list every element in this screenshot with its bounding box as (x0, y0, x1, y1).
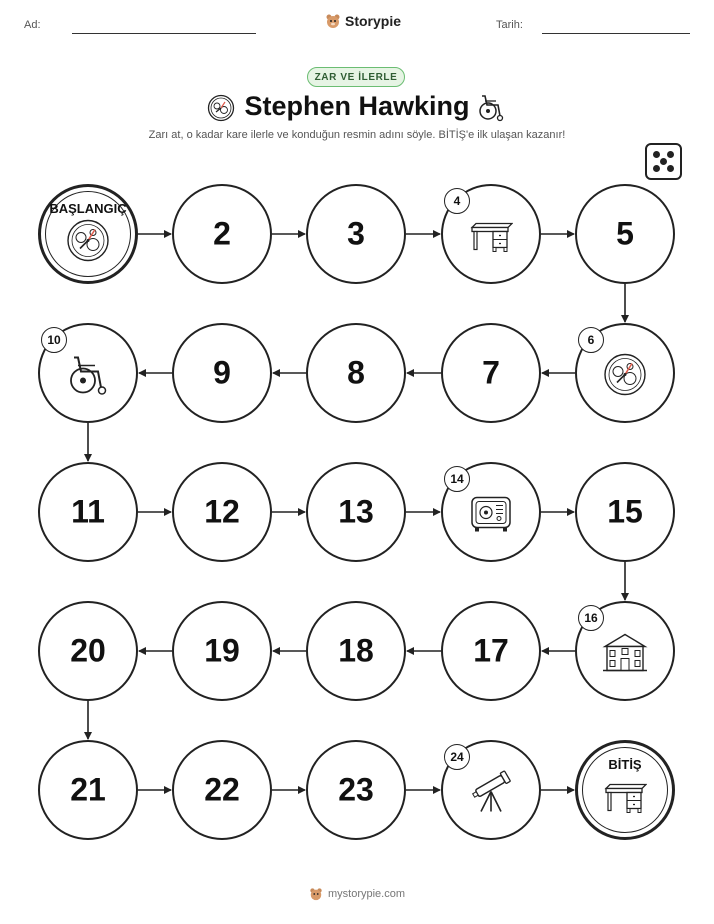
brand-logo (325, 13, 401, 29)
bear-mascot-icon (325, 13, 341, 29)
finish-space (575, 740, 675, 840)
board-space-15 (575, 462, 675, 562)
space-number-badge: 4 (444, 188, 470, 214)
page-title: Stephen Hawking (244, 91, 470, 121)
board-space-6 (575, 323, 675, 423)
board-space-7 (441, 323, 541, 423)
wheelchair-icon (476, 92, 506, 122)
space-number: 12 (204, 493, 240, 530)
space-number-badge: 24 (444, 744, 470, 770)
footer-url: mystorypie.com (327, 888, 406, 900)
space-number: 2 (213, 215, 231, 252)
board-space-13 (306, 462, 406, 562)
space-number-badge: 14 (444, 466, 470, 492)
board-space-19 (172, 601, 272, 701)
board-space-17 (441, 601, 541, 701)
board-space-20 (38, 601, 138, 701)
board-space-9 (172, 323, 272, 423)
space-number: 22 (204, 771, 240, 808)
name-line[interactable] (72, 33, 256, 34)
space-number: 20 (70, 632, 106, 669)
desk-icon (603, 777, 647, 822)
space-number: 21 (70, 771, 106, 808)
date-label: Tarih: (496, 19, 523, 31)
footer (0, 887, 714, 901)
telescope-icon (469, 769, 513, 818)
date-line[interactable] (542, 33, 690, 34)
board-space-2 (172, 184, 272, 284)
board-space-18 (306, 601, 406, 701)
desk-icon (469, 215, 513, 260)
space-number: 13 (338, 493, 374, 530)
start-space (38, 184, 138, 284)
space-number-badge: 16 (578, 605, 604, 631)
finish-label: BİTİŞ (608, 757, 642, 772)
board-space-23 (306, 740, 406, 840)
wheelchair-icon (66, 352, 110, 401)
space-number: 23 (338, 771, 374, 808)
university-building-icon (601, 630, 649, 679)
board-space-4 (441, 184, 541, 284)
start-label: BAŞLANGIÇ (49, 201, 127, 216)
space-number: 7 (482, 354, 500, 391)
dice-icon (645, 143, 682, 180)
space-number: 19 (204, 632, 240, 669)
brand-name: Storypie (345, 13, 402, 29)
radio-icon (469, 493, 513, 538)
bear-mascot-icon (309, 887, 323, 901)
board-space-22 (172, 740, 272, 840)
space-number: 9 (213, 354, 231, 391)
board-space-24 (441, 740, 541, 840)
board-space-16 (575, 601, 675, 701)
space-number: 18 (338, 632, 374, 669)
space-number: 11 (71, 493, 105, 530)
space-number-badge: 10 (41, 327, 67, 353)
space-number-badge: 6 (578, 327, 604, 353)
name-label: Ad: (24, 19, 41, 31)
space-number: 8 (347, 354, 365, 391)
board-space-11 (38, 462, 138, 562)
board-space-8 (306, 323, 406, 423)
space-number: 3 (347, 215, 365, 252)
game-type-badge: ZAR VE İLERLE (307, 67, 405, 87)
space-number: 5 (616, 215, 634, 252)
instructions-text: Zarı at, o kadar kare ilerle ve konduğun resmin adını söyle. BİTİŞ'e ilk ulaşan kazanır! (148, 129, 566, 141)
galaxy-watch-icon (66, 219, 110, 268)
board-space-10 (38, 323, 138, 423)
space-number: 15 (607, 493, 643, 530)
board-space-3 (306, 184, 406, 284)
board-space-21 (38, 740, 138, 840)
board-space-5 (575, 184, 675, 284)
space-number: 17 (473, 632, 509, 669)
board-space-12 (172, 462, 272, 562)
galaxy-watch-icon (603, 352, 647, 401)
board-space-14 (441, 462, 541, 562)
